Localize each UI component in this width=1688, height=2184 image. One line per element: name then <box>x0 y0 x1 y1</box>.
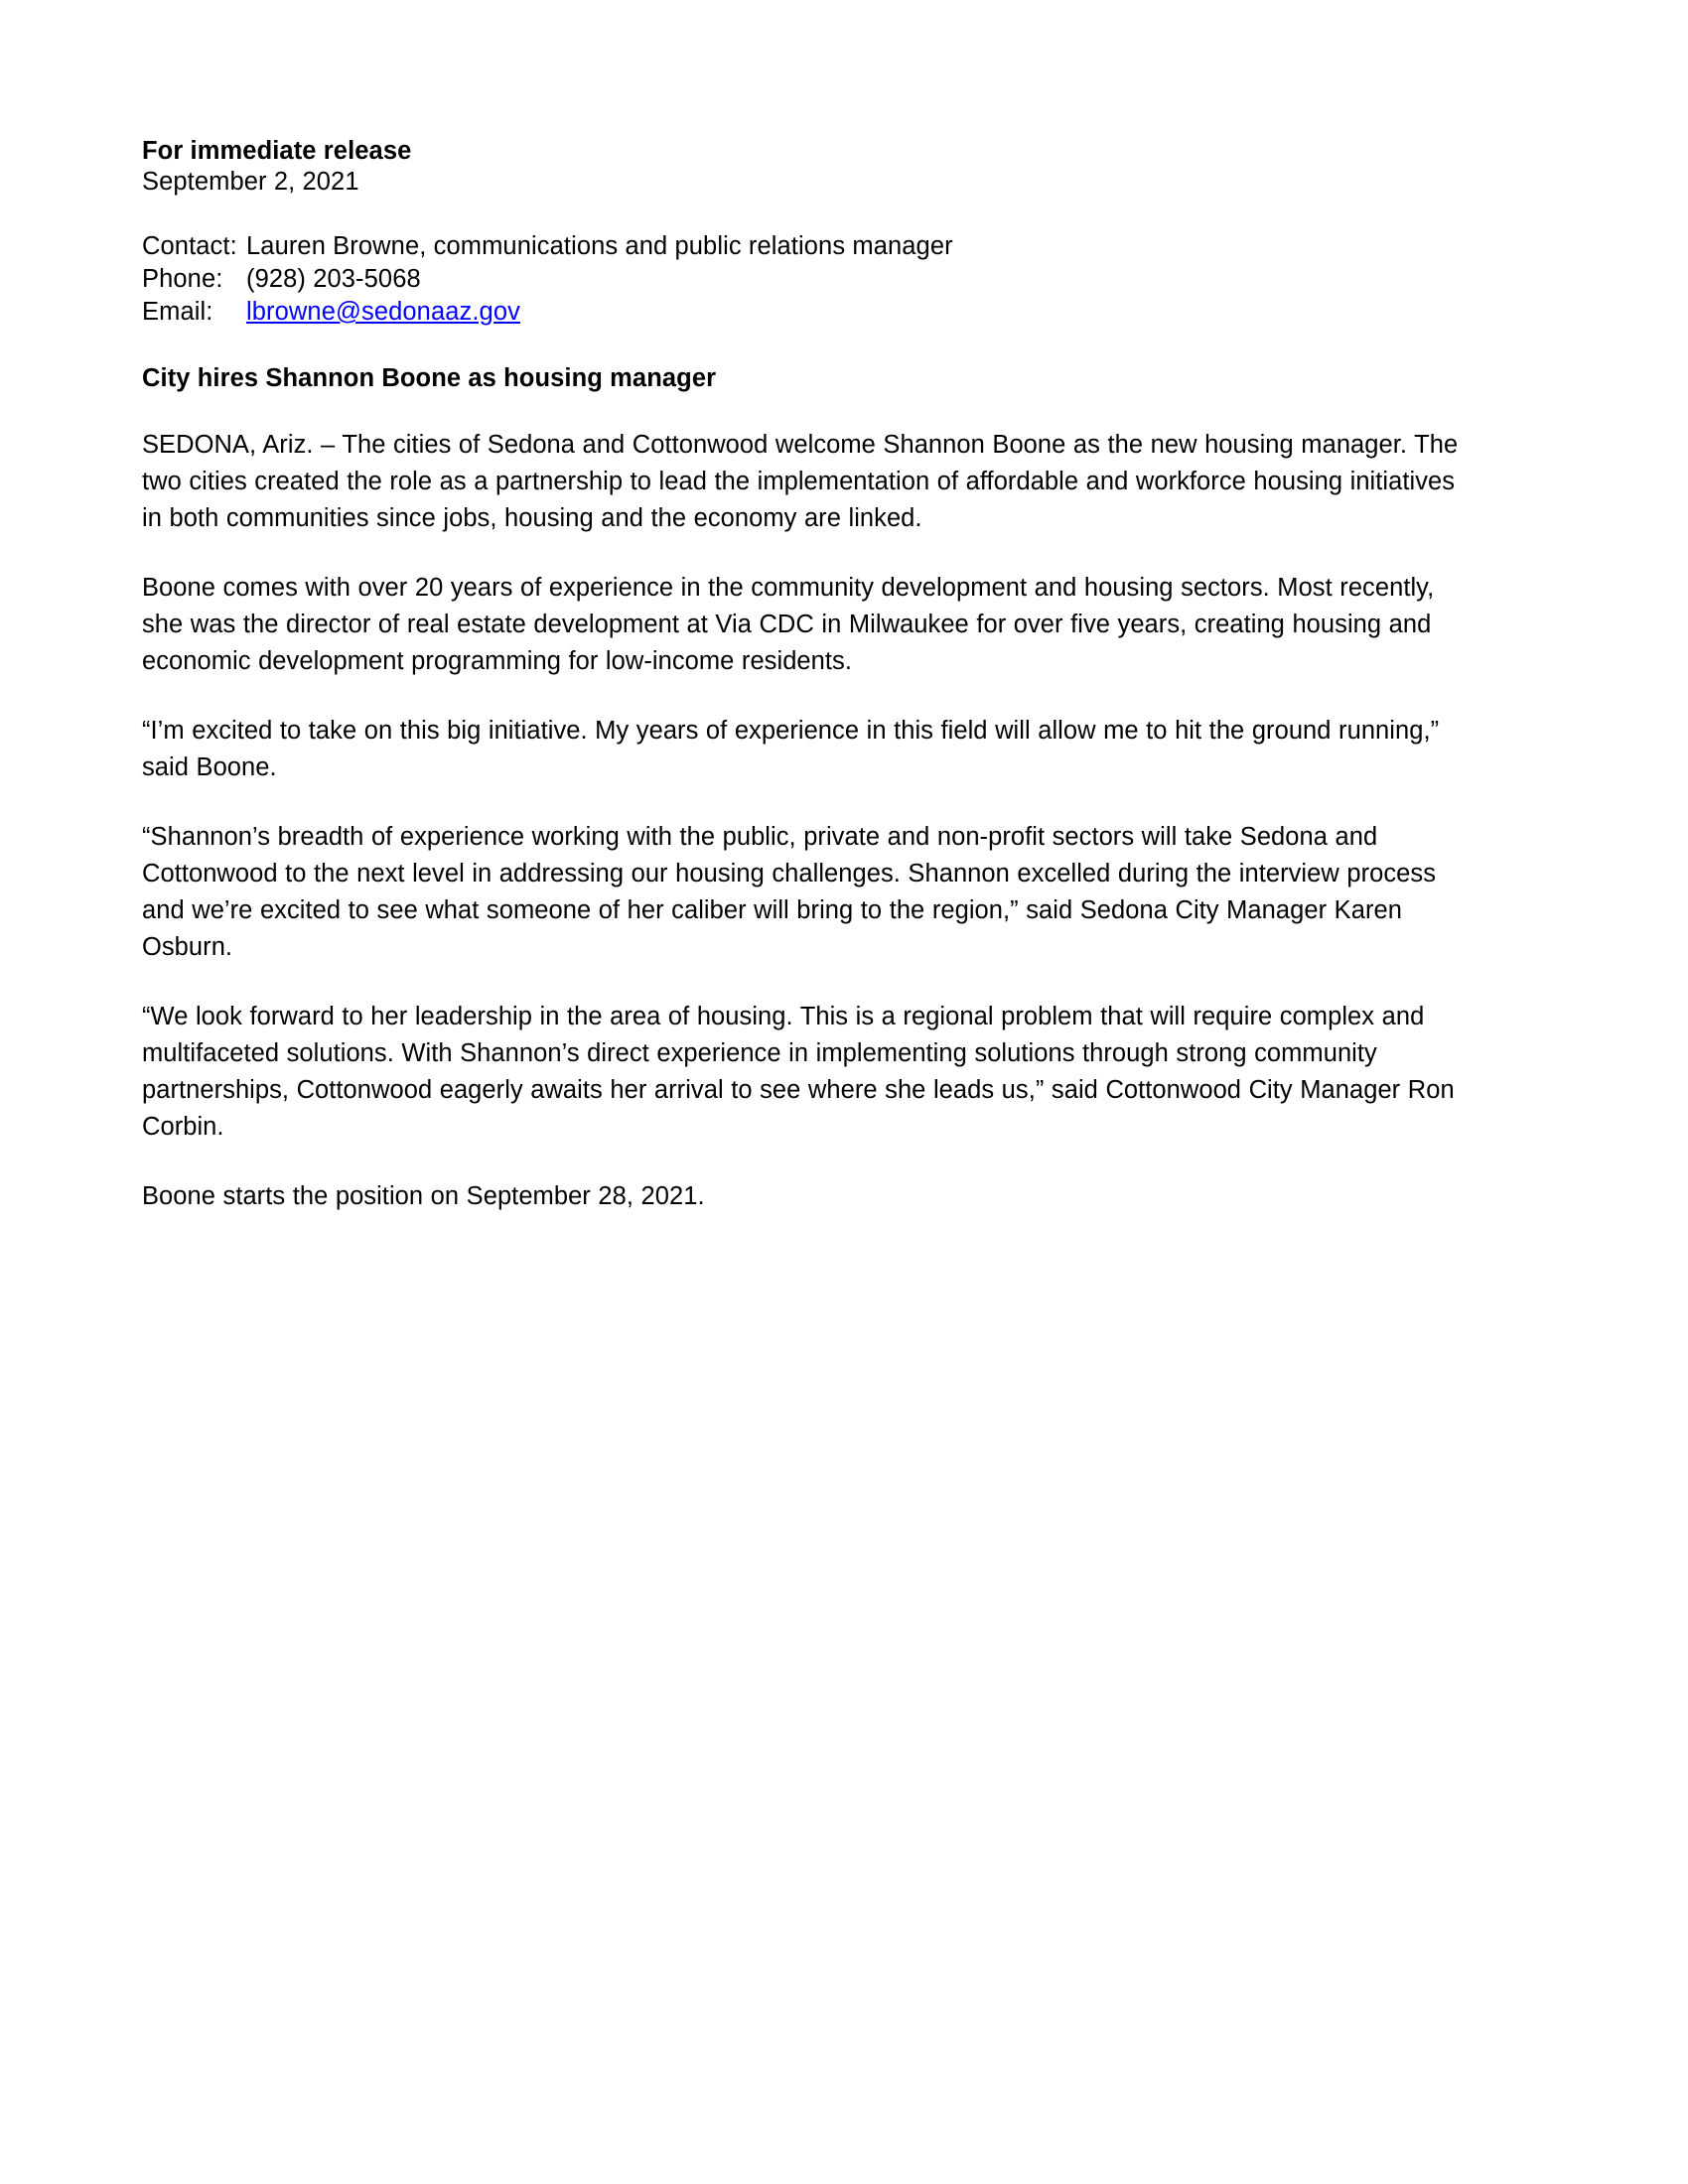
phone-label: Phone: <box>142 265 223 293</box>
body-paragraph-4: “Shannon’s breadth of experience working with the public, private and non-profit sectors will take Sedona and Cottonwood to the next level in addressing our housing challenges. Shannon excelled during the interview process and we’re excited to see what someone of her caliber will bring to the region,” said Sedona City Manager Karen Osburn. <box>142 823 1436 961</box>
spacer-before-para-4 <box>142 786 1477 819</box>
spacer-before-para-5 <box>142 966 1477 999</box>
spacer-before-para-6 <box>142 1146 1477 1178</box>
body-paragraph-3: “I’m excited to take on this big initiative. My years of experience in this field will allow me to hit the ground running,” said Boone. <box>142 717 1440 781</box>
spacer-after-date <box>142 198 1477 230</box>
body-paragraph-2: Boone comes with over 20 years of experience in the community development and housing sectors. Most recently, she was the director of real estate development at Via CDC in Milwaukee for over five years, creating housing and economic development programming for low-income residents. <box>142 574 1435 675</box>
for-immediate-release-label: For immediate release <box>142 137 412 165</box>
email-hyperlink[interactable]: lbrowne@sedonaaz.gov <box>246 298 520 326</box>
contact-label: Contact: <box>142 232 237 260</box>
spacer-before-para-2 <box>142 537 1477 570</box>
spacer-before-para-3 <box>142 680 1477 713</box>
body-paragraph-5: “We look forward to her leadership in the area of housing. This is a regional problem that will require complex and multifaceted solutions. With Shannon’s direct experience in implementing solutions through strong community partnerships, Cottonwood eagerly awaits her arrival to see where she leads us,” said Cottonwood City Manager Ron Corbin. <box>142 1003 1455 1141</box>
contact-row-name <box>142 230 1477 263</box>
document-body <box>142 136 1477 1215</box>
page-title: City hires Shannon Boone as housing manager <box>142 364 717 392</box>
contact-block <box>142 230 1477 329</box>
body-paragraph-6: Boone starts the position on September 28, 2021. <box>142 1182 705 1210</box>
email-label: Email: <box>142 298 213 326</box>
body-paragraph-1: SEDONA, Ariz. – The cities of Sedona and Cottonwood welcome Shannon Boone as the new housing manager. The two cities created the role as a partnership to lead the implementation of affordable and workforce housing initiatives in both communities since jobs, housing and the economy are linked. <box>142 431 1459 532</box>
contact-row-phone <box>142 263 1477 296</box>
contact-name-value: Lauren Browne, communications and public relations manager <box>246 232 953 260</box>
contact-row-email <box>142 296 1477 329</box>
spacer-before-para-1 <box>142 394 1477 427</box>
spacer-before-headline <box>142 329 1477 362</box>
phone-value: (928) 203-5068 <box>246 265 421 293</box>
release-date: September 2, 2021 <box>142 168 359 196</box>
